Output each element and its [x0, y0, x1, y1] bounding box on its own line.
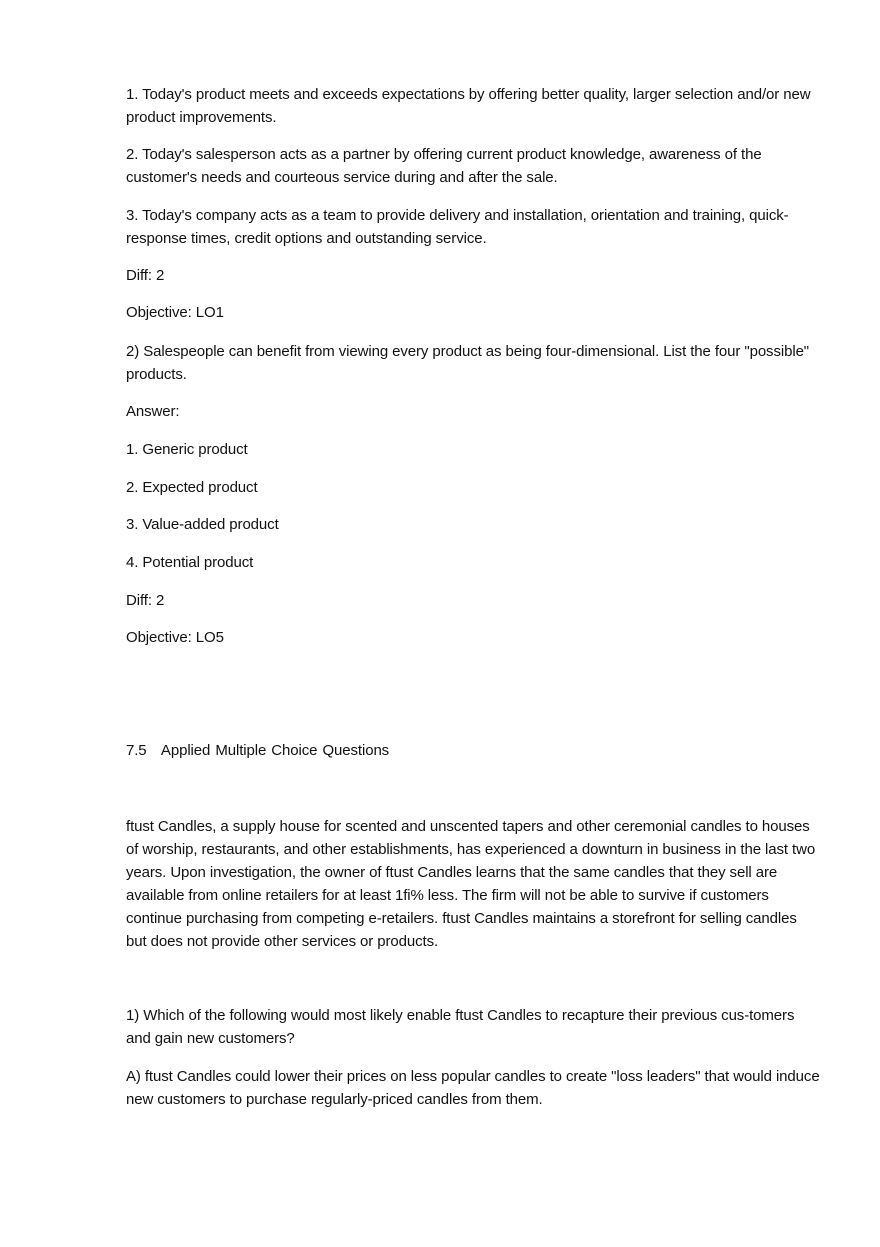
- scenario-paragraph: ftust Candles, a supply house for scented and unscented tapers and other ceremonial candles to houses of worship, restaurants, and other establishments, has experienced a downturn in business in the last two years. Upon investigation, the owner of ftust Candles learns that the same candles that they sell are available from online retailers for at least 1fi% less. The firm will not be able to survive if customers continue purchasing from competing e-retailers. ftust Candles maintains a storefront for selling candles but does not provide other services or products.: [126, 818, 816, 950]
- question-recapture-customers: 1) Which of the following would most likely enable ftust Candles to recapture their previous cus-tomers and gain new customers?: [126, 1007, 795, 1047]
- paragraph-product-expectations: 1. Today's product meets and exceeds expectations by offering better quality, larger selection and/or new product improvements.: [126, 86, 811, 126]
- question-four-products: 2) Salespeople can benefit from viewing every product as being four-dimensional. List the four "possible" products.: [126, 343, 810, 383]
- answer-item: 4. Potential product: [126, 554, 254, 571]
- paragraph-salesperson-partner: 2. Today's salesperson acts as a partner by offering current product knowledge, awareness of the customer's needs and courteous service during and after the sale.: [126, 146, 762, 186]
- answer-item: 1. Generic product: [126, 441, 248, 458]
- answer-option-a: A) ftust Candles could lower their prices on less popular candles to create "loss leaders" that would induce new customers to purchase regularly-priced candles from them.: [126, 1068, 820, 1108]
- answer-item: 3. Value-added product: [126, 516, 279, 533]
- answer-label: Answer:: [126, 403, 180, 420]
- paragraph-company-team: 3. Today's company acts as a team to provide delivery and installation, orientation and training, quick-response times, credit options and outstanding service.: [126, 207, 789, 247]
- answer-item: 2. Expected product: [126, 479, 258, 496]
- difficulty-label: Diff: 2: [126, 592, 165, 609]
- objective-label: Objective: LO5: [126, 629, 224, 646]
- difficulty-label: Diff: 2: [126, 267, 165, 284]
- section-heading: 7.5 Applied Multiple Choice Questions: [126, 742, 390, 759]
- objective-label: Objective: LO1: [126, 304, 224, 321]
